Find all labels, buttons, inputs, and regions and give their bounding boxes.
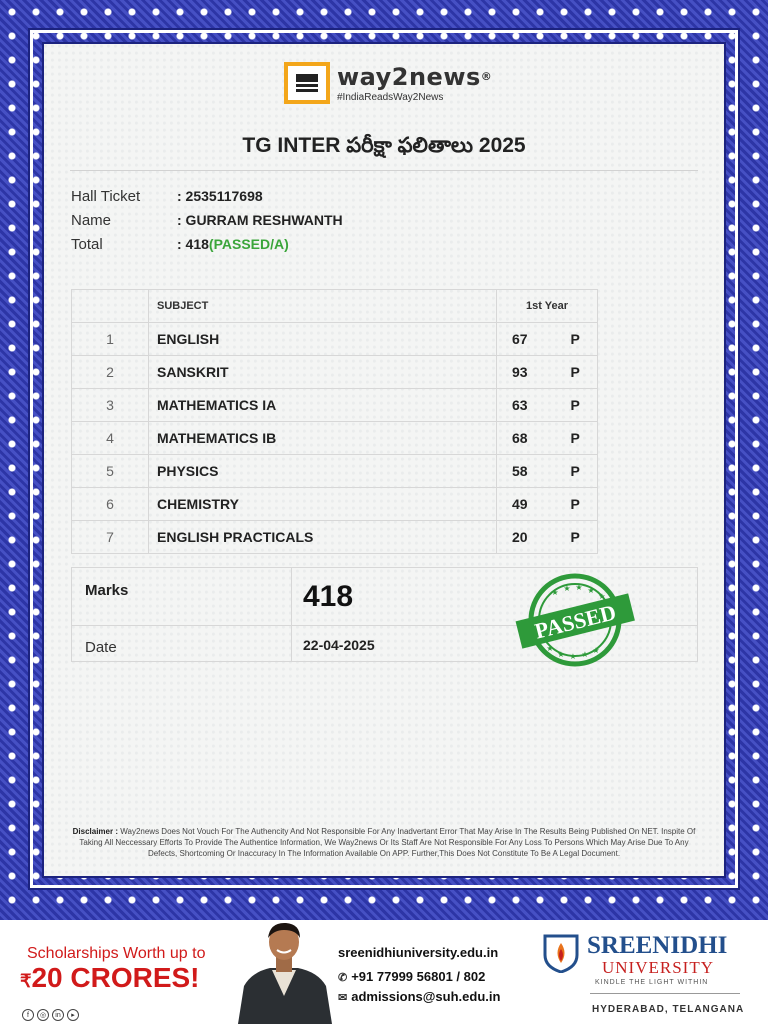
website-link[interactable]: sreenidhiuniversity.edu.in [338,945,499,960]
email-row [338,989,500,1004]
way2news-logo [284,62,492,104]
page-title: TG INTER పరీక్షా ఫలితాలు 2025 [242,134,526,157]
subject-name: SANSKRIT [149,356,497,389]
date-value: 22-04-2025 [303,637,375,653]
phone-number[interactable]: +91 77999 56801 / 802 [351,969,486,984]
subject-name: CHEMISTRY [149,488,497,521]
brand-tagline: #IndiaReadsWay2News [337,91,444,103]
subject-grade: P [549,455,598,488]
sn-header [72,290,149,323]
subjects-table [71,289,598,554]
subject-grade: P [549,323,598,356]
table-header [72,290,598,323]
subject-header: SUBJECT [149,290,497,323]
university-logo-icon [542,933,580,973]
serial-number: 6 [72,488,149,521]
subject-marks: 68 [497,422,549,455]
serial-number: 3 [72,389,149,422]
hall-ticket-value: : 2535117698 [177,188,263,204]
svg-text:★: ★ [598,592,606,601]
year-header: 1st Year [497,290,598,323]
svg-text:★: ★ [563,584,571,593]
subject-grade: P [549,356,598,389]
disclaimer-text: Way2news Does Not Vouch For The Authencity And Not Responsible For Any Inadvertant Error That May Arise In The Results Being Published On NET. Inspite Of Taking All Neccessary Efforts To Provide The Authentice Information, We Way2news Or Its Staff Are Not Responsible For Any Loss To Persons Which May Arise Due To Any Defects, Shortcoming Or Inaccuracy In The Information Available On APP. Further,This Does Not Constitute To Be A Legal Document. [79,827,696,858]
subject-name: MATHEMATICS IB [149,422,497,455]
subject-marks: 58 [497,455,549,488]
table-row [72,422,598,455]
marks-label: Marks [85,582,129,599]
student-photo [230,920,338,1024]
youtube-icon[interactable]: ▸ [67,1009,79,1021]
registered-mark: ® [480,69,493,83]
date-label: Date [85,639,117,656]
ad-amount [20,962,200,994]
svg-text:★: ★ [546,644,554,653]
table-row [72,488,598,521]
total-value: : 418 [177,236,209,252]
total-status: (PASSED/A) [208,236,289,252]
subject-grade: P [549,521,598,554]
university-name: SREENIDHI [587,932,728,959]
subject-name: ENGLISH [149,323,497,356]
table-row [72,356,598,389]
subject-name: MATHEMATICS IA [149,389,497,422]
subject-grade: P [549,488,598,521]
divider [70,170,698,171]
svg-text:★: ★ [569,652,577,661]
university-tagline: KINDLE THE LIGHT WITHIN [595,979,709,986]
mail-icon: ✉ [338,992,348,1004]
name-label: Name [71,212,112,229]
svg-text:★: ★ [587,586,595,595]
brand-name: way2news [337,62,481,91]
hall-ticket-label: Hall Ticket [71,188,141,205]
ad-amount-text: 20 CRORES! [31,962,200,993]
svg-text:★: ★ [592,646,600,655]
svg-text:★: ★ [575,583,583,592]
serial-number: 7 [72,521,149,554]
news-icon [284,62,330,104]
subject-grade: P [549,389,598,422]
instagram-icon[interactable]: ◎ [37,1009,49,1021]
serial-number: 5 [72,455,149,488]
divider [590,993,740,994]
subject-grade: P [549,422,598,455]
university-location: HYDERABAD, TELANGANA [592,1004,745,1015]
subject-name: ENGLISH PRACTICALS [149,521,497,554]
table-row [72,323,598,356]
subject-marks: 67 [497,323,549,356]
rupee-icon: ₹ [20,971,32,991]
subject-name: PHYSICS [149,455,497,488]
name-value: : GURRAM RESHWANTH [177,212,343,228]
university-subtitle: UNIVERSITY [602,958,714,977]
phone-row [338,969,485,984]
linkedin-icon[interactable]: in [52,1009,64,1021]
ad-headline: Scholarships Worth up to [27,945,206,962]
svg-text:★: ★ [557,650,565,659]
marks-value: 418 [303,580,354,613]
svg-text:★: ★ [581,650,589,659]
facebook-icon[interactable]: f [22,1009,34,1021]
table-row [72,521,598,554]
disclaimer [72,826,696,859]
subject-marks: 20 [497,521,549,554]
svg-text:★: ★ [551,588,559,597]
subject-marks: 49 [497,488,549,521]
serial-number: 4 [72,422,149,455]
stamp-text: PASSED [532,599,619,644]
table-row [72,389,598,422]
total-label: Total [71,236,103,253]
phone-icon: ✆ [338,972,348,984]
serial-number: 2 [72,356,149,389]
table-row [72,455,598,488]
email-address[interactable]: admissions@suh.edu.in [351,989,501,1004]
passed-stamp [514,571,636,669]
serial-number: 1 [72,323,149,356]
subject-marks: 63 [497,389,549,422]
social-links [22,1009,79,1021]
subject-marks: 93 [497,356,549,389]
disclaimer-label: Disclaimer : [72,827,118,836]
